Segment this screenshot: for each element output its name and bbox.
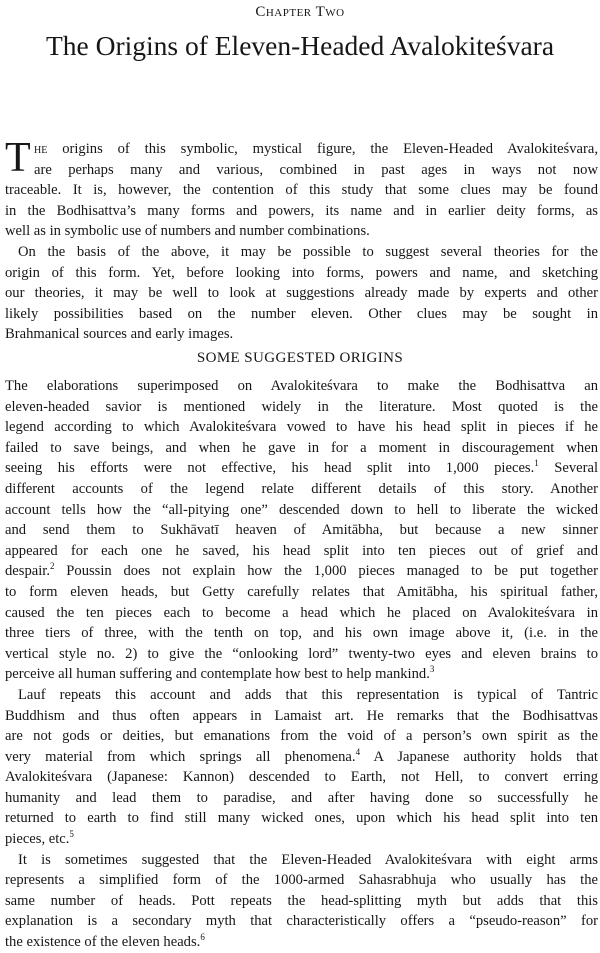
text-line: returned to earth to find still many wicked ones, upon which his head split into ten [5, 810, 598, 827]
footnote-marker: 6 [200, 932, 205, 943]
text-line: caused the ten pieces each to become a head which he placed on Avalokiteśvara in [5, 604, 598, 621]
text-line [5, 458, 598, 479]
text-line: likely possibilities based on the number eleven. Other clues may be sought in [5, 305, 598, 322]
drop-cap: T [5, 135, 31, 181]
line-text: Poussin does not explain how the 1,000 pieces managed to be put together [54, 563, 598, 580]
line-text: A Japanese authority holds that [360, 748, 598, 765]
text-line: humanity and lead them to paradise, and after having done so successfully he [5, 789, 598, 806]
line-text: despair. [5, 563, 50, 580]
line-text: origins of this symbolic, mystical figure, the Eleven-Headed Avalokiteśvara, [47, 141, 598, 157]
text-line: three tiers of three, with the tenth on top, and his own image above it, (i.e. in the [5, 625, 598, 642]
text-line: traceable. It is, however, the contention of this study that some clues may be found [5, 182, 598, 199]
line-text: Several [538, 460, 598, 477]
text-line: same number of heads. Pott repeats the head-splitting myth but adds that this [5, 892, 598, 909]
text-line: failed to save beings, and when he gave in for a moment in discouragement when [5, 439, 598, 456]
text-line: Buddhism and thus often appears in Lamaist art. He remarks that the Bodhisattvas [5, 707, 598, 724]
text-line: On the basis of the above, it may be possible to suggest several theories for the [18, 243, 598, 260]
text-line: eleven-headed savior is mentioned widely in the literature. Most quoted is the [5, 398, 598, 415]
line-text: perceive all human suffering and contemplate how best to help mankind. [5, 666, 430, 683]
text-line: legend according to which Avalokiteśvara vowed to have his head split in pieces if he [5, 419, 598, 436]
text-line: to form eleven heads, but Getty carefully relates that Amitābha, his spiritual father, [5, 583, 598, 600]
text-line [5, 829, 598, 850]
chapter-title: The Origins of Eleven-Headed Avalokiteśvara [45, 30, 555, 61]
chapter-label: Chapter Two [255, 4, 345, 20]
text-line: in the Bodhisattva’s many forms and powers, its name and in earlier deity forms, as [5, 202, 598, 219]
text-line: our theories, it may be well to look at suggestions already made by experts and other [5, 285, 598, 302]
drop-cap-word: he [34, 141, 48, 157]
section-heading: SOME SUGGESTED ORIGINS [196, 350, 404, 366]
text-line [5, 561, 598, 582]
footnote-marker: 5 [69, 829, 74, 840]
footnote-marker: 4 [355, 746, 361, 757]
text-line: are not gods or deities, but emanations from the void of a person’s own spirit as the [5, 728, 598, 745]
text-line: and send them to Sukhāvatī heaven of Amitābha, but because a new sinner [5, 522, 598, 539]
text-line: explanation is a secondary myth that characteristically offers a “pseudo-reason” for [5, 913, 598, 930]
intro-paragraphs [5, 135, 598, 345]
text-line: Lauf repeats this account and adds that this representation is typical of Tantric [18, 686, 598, 703]
text-line: Avalokiteśvara (Japanese: Kannon) descended to Earth, not Hell, to convert erring [5, 769, 598, 786]
text-line [5, 664, 598, 685]
text-line: appeared for each one he saved, his head split into ten pieces out of grief and [5, 542, 598, 559]
text-line: are perhaps many and various, combined in past ages in ways not now [34, 161, 598, 178]
text-line [5, 139, 598, 160]
text-line: different accounts of the legend relate different details of this story. Another [5, 480, 598, 497]
footnote-marker: 1 [534, 458, 539, 469]
line-text: the existence of the eleven heads. [5, 934, 201, 951]
text-line: The elaborations superimposed on Avalokiteśvara to make the Bodhisattva an [5, 378, 598, 394]
text-line: It is sometimes suggested that the Eleven-Headed Avalokiteśvara with eight arms [18, 851, 598, 868]
line-text: pieces, etc. [5, 831, 70, 848]
text-line: origin of this form. Yet, before looking into forms, powers and name, and sketching [5, 264, 598, 281]
text-line: Brahmanical sources and early images. [5, 326, 234, 343]
text-line: account tells how the “all-pitying one” descended down to hell to liberate the wicked [5, 501, 598, 518]
footnote-marker: 3 [429, 664, 435, 675]
text-line: represents a simplified form of the 1000-armed Sahasrabhuja who usually has the [5, 872, 598, 889]
text-line [5, 932, 598, 953]
line-text: seeing his efforts were not effective, his head split into 1,000 pieces. [5, 460, 535, 477]
text-line [5, 747, 598, 768]
text-line: well as in symbolic use of numbers and number combinations. [5, 223, 370, 240]
footnote-marker: 2 [50, 561, 55, 572]
line-text: very material from which springs all phenomena. [5, 748, 356, 765]
section-paragraphs [5, 376, 598, 953]
text-line: vertical style no. 2) to give the “onlooking lord” twenty-two eyes and eleven brains to [5, 645, 598, 662]
